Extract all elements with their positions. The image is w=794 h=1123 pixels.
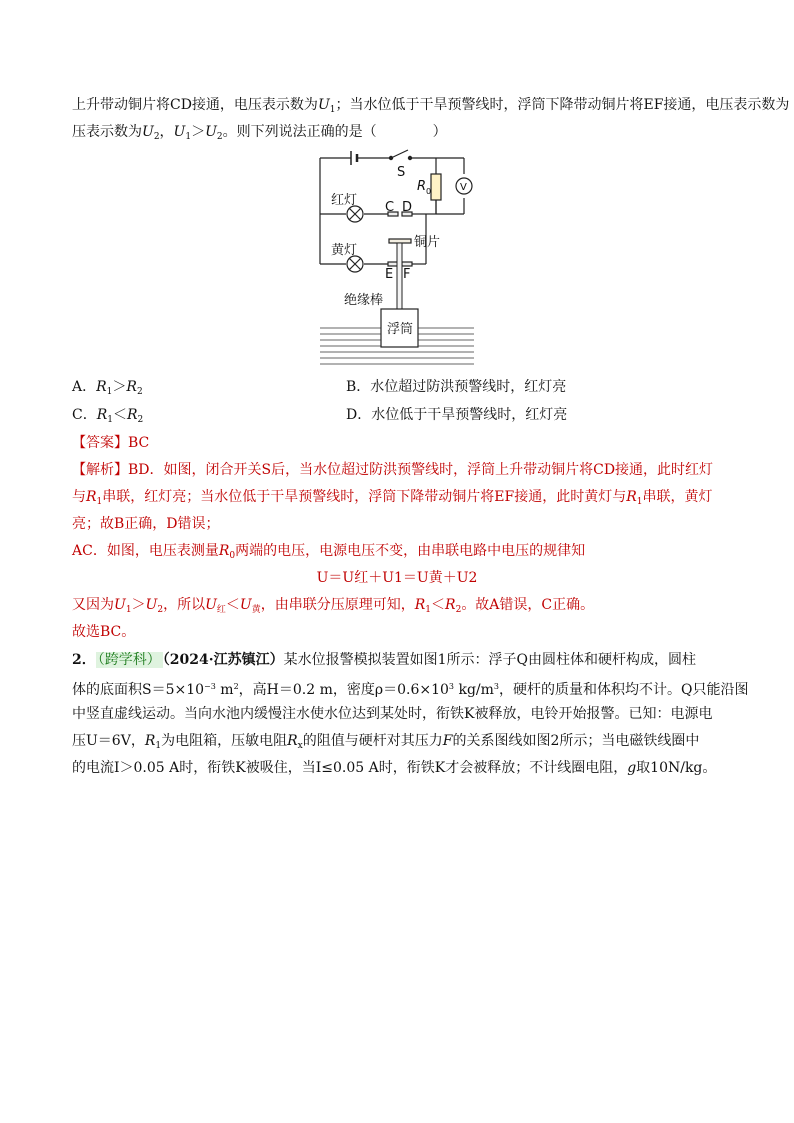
answer-value: BC bbox=[128, 435, 150, 451]
contact-e-label: E bbox=[385, 267, 394, 282]
q2-text: 为电阻箱，压敏电阻 bbox=[161, 733, 288, 749]
q2-text: ，密度 bbox=[332, 682, 375, 698]
q2-math: m bbox=[215, 682, 234, 698]
contact-d-label: D bbox=[402, 200, 413, 215]
q2-text: 取 bbox=[636, 760, 651, 776]
q2-math: H＝0.2 m bbox=[266, 682, 333, 698]
q2-math: ρ＝0.6×10 bbox=[374, 682, 449, 698]
intro-text: ， bbox=[159, 124, 174, 140]
option-b: B．水位超过防洪预警线时，红灯亮 bbox=[346, 379, 567, 395]
q2-text: 的电流 bbox=[72, 760, 114, 776]
option-a: A．$R_1>R_2$ bbox=[72, 379, 143, 397]
q2-text: ，高 bbox=[238, 682, 267, 698]
analysis-line-6: 又因为$U_1>U_2$，所以$U_红<U_黄$，由串联分压原理可知，$R_1<R_2$。故A错误，C正确。 bbox=[72, 597, 595, 615]
analysis-text: 两端的电压，电源电压不变，由串联电路中电压的规律知 bbox=[235, 543, 586, 559]
q2-math-sup: −3 bbox=[204, 682, 216, 691]
q2-math-sup: 3 bbox=[448, 682, 455, 691]
q2-math-sup: 2 bbox=[233, 682, 239, 691]
analysis-line-3: 亮；故B正确，D错误； bbox=[72, 516, 220, 532]
q2-math: I≤0.05 A bbox=[315, 760, 379, 776]
answer-line bbox=[72, 433, 149, 453]
q2-line-5 bbox=[72, 758, 716, 778]
analysis-text: 。故A错误，C正确。 bbox=[461, 597, 595, 613]
option-c: C．$R_1<R_2$ bbox=[72, 407, 144, 425]
q2-math-sup: 3 bbox=[493, 682, 499, 691]
q2-text: ， bbox=[130, 733, 145, 749]
analysis-line-2: 与$R_1$串联，红灯亮；当水位低于干旱预警线时，浮筒下降带动铜片将EF接通，此时黄灯与$R_1$串联，黄灯 bbox=[72, 489, 713, 507]
relation: ＞ bbox=[191, 124, 206, 140]
analysis-text: 串联，黄灯 bbox=[642, 489, 713, 505]
q2-math: 10N/kg bbox=[650, 760, 703, 776]
q2-text: 的关系图线如图2所示；当电磁铁线圈中 bbox=[452, 733, 700, 749]
intro-text: 压表示数为 bbox=[72, 124, 142, 140]
analysis-text: ，所以 bbox=[163, 597, 206, 613]
analysis-label: 【解析】 bbox=[72, 462, 128, 478]
float-label: 浮筒 bbox=[387, 322, 414, 337]
option-a-relation: ＞ bbox=[112, 379, 127, 395]
option-c-prefix: C． bbox=[72, 407, 97, 423]
analysis-line-7: 故选BC。 bbox=[72, 624, 136, 640]
copper-label: 铜片 bbox=[414, 235, 441, 250]
q2-line-2 bbox=[72, 677, 748, 700]
analysis-text: AC．如图，电压表测量 bbox=[72, 543, 219, 559]
contact-c-label: C bbox=[385, 200, 395, 215]
q2-text: 压 bbox=[72, 733, 86, 749]
analysis-line-1 bbox=[72, 460, 713, 480]
option-d: D．水位低于干旱预警线时，红灯亮 bbox=[346, 407, 568, 423]
rod-label: 绝缘棒 bbox=[344, 293, 384, 308]
analysis-text: BD．如图，闭合开关S后，当水位超过防洪预警线时，浮筒上升带动铜片将CD接通，此时红灯 bbox=[128, 462, 714, 478]
intro-text: 上升带动铜片将CD接通，电压表示数为 bbox=[72, 97, 318, 113]
q2-number: 2． bbox=[72, 652, 96, 668]
q2-text: 某水位报警模拟装置如图1所示：浮子Q由圆柱体和硬杆构成，圆柱 bbox=[283, 652, 696, 668]
red-lamp-label: 红灯 bbox=[331, 193, 358, 208]
circuit-diagram bbox=[316, 148, 516, 368]
q2-line-3: 中竖直虚线运动。当向水池内缓慢注水使水位达到某处时，衔铁K被释放，电铃开始报警。已知：电源电 bbox=[72, 706, 713, 722]
q2-math: S＝5×10 bbox=[142, 682, 205, 698]
q2-math: kg/m bbox=[454, 682, 494, 698]
option-c-relation: ＜ bbox=[113, 407, 127, 423]
intro-line-1: 上升带动铜片将CD接通，电压表示数为$U_1$；当水位低于干旱预警线时，浮筒下降带动铜片将EF接通，电压表示数为 bbox=[72, 97, 790, 115]
q2-math: I＞0.05 A bbox=[114, 760, 180, 776]
q2-text: 时，衔铁K被吸住，当 bbox=[179, 760, 316, 776]
analysis-text: 又因为 bbox=[72, 597, 114, 613]
q2-math: g bbox=[627, 760, 637, 776]
analysis-equation: U＝U红＋U1＝U黄＋U2 bbox=[316, 570, 478, 586]
intro-text: ；当水位低于干旱预警线时，浮筒下降带动铜片将EF接通，电 bbox=[335, 97, 720, 113]
intro-text: 。则下列说法正确的是（ ） bbox=[222, 124, 447, 140]
analysis-text: 串联，红灯亮；当水位低于干旱预警线时，浮筒下降带动铜片将EF接通，此时黄灯与 bbox=[102, 489, 627, 505]
contact-f-label: F bbox=[403, 267, 411, 282]
analysis-line-4: AC．如图，电压表测量$R_0$两端的电压，电源电压不变，由串联电路中电压的规律知 bbox=[72, 543, 586, 561]
option-a-prefix: A． bbox=[72, 379, 97, 395]
q2-math: F bbox=[442, 733, 453, 749]
q2-line-1 bbox=[72, 650, 696, 670]
analysis-text: ，由串联分压原理可知， bbox=[260, 597, 415, 613]
q2-text: 时，衔铁K才会被释放；不计线圈电阻， bbox=[378, 760, 628, 776]
voltmeter-label: V bbox=[460, 182, 467, 193]
switch-label: S bbox=[397, 165, 406, 180]
q2-text: 的阻值与硬杆对其压力 bbox=[302, 733, 443, 749]
q2-text: 体的底面积 bbox=[72, 682, 142, 698]
q2-tag: （跨学科） bbox=[97, 652, 161, 668]
analysis-text: 与 bbox=[72, 489, 86, 505]
q2-text: ，硬杆的质量和体积均不计。Q只能沿图 bbox=[499, 682, 749, 698]
resistor-subscript: 0 bbox=[426, 187, 432, 196]
answer-label: 【答案】 bbox=[72, 435, 128, 451]
yellow-lamp-label: 黄灯 bbox=[331, 243, 358, 258]
q2-line-4: 压U＝6V，$R_1$为电阻箱，压敏电阻$R_x$的阻值与硬杆对其压力F的关系图线如图2所示；当电磁铁线圈中 bbox=[72, 733, 700, 751]
q2-math: U＝6V bbox=[86, 733, 131, 749]
q2-text: 。 bbox=[702, 760, 717, 776]
resistor-label: R bbox=[417, 179, 427, 194]
intro-line-2: 压表示数为$U_2$，$U_1>U_2$。则下列说法正确的是（ ） bbox=[72, 124, 447, 142]
q2-source: （2024·江苏镇江） bbox=[162, 652, 284, 668]
